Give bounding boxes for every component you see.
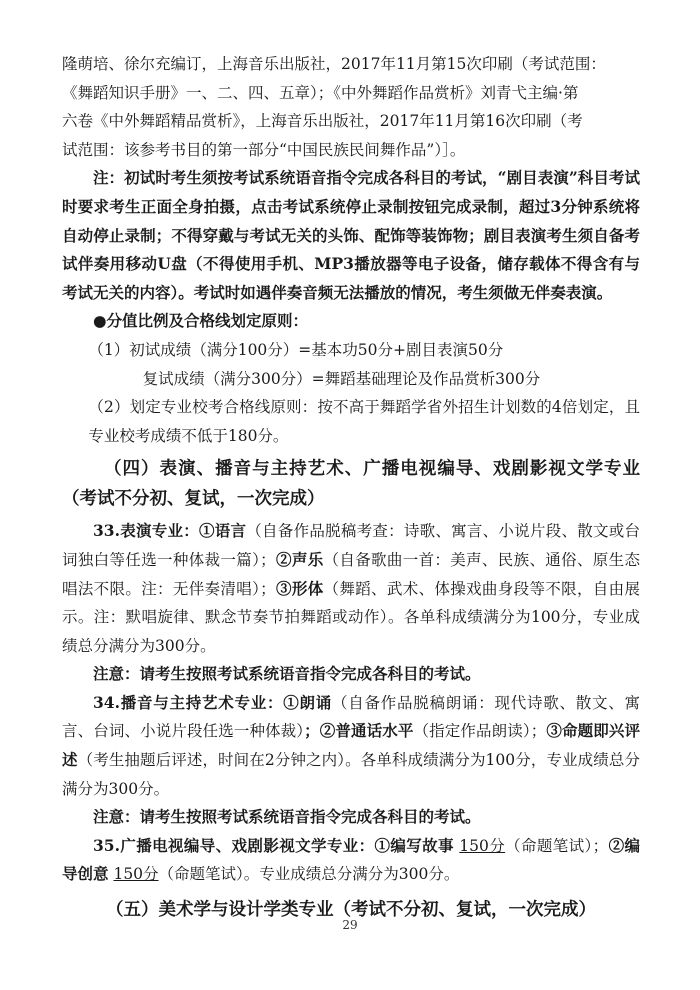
reference-line-1: 隆萌培、徐尔充编订，上海音乐出版社，2017年11月第15次印刷（考试范围：	[62, 55, 606, 73]
item-33-label: 33.表演专业：	[93, 521, 200, 541]
item-35-subject-1: ①编写故事	[374, 835, 454, 855]
item-34-broadcasting	[62, 689, 640, 803]
item-34-subject-1: ①朗诵	[283, 692, 332, 712]
item-34-subject-3: ③命题即兴评述	[62, 721, 640, 770]
item-35-text-1: （命题笔试）；	[505, 836, 609, 855]
section-heading-5: （五）美术学与设计学类专业（考试不分初、复试，一次完成）	[106, 900, 596, 921]
section-heading-4: （四）表演、播音与主持艺术、广播电视编导、戏剧影视文学专业（考试不分初、复试，一次完成）	[62, 459, 640, 510]
item-34-text-1: （自备作品脱稿朗诵：现代诗歌、散文、寓言、台词、小说片段任选一种体裁）	[62, 693, 640, 741]
reference-line-4: 试范围：该参考书目的第一部分“中国民族民间舞作品”）］。	[62, 140, 466, 159]
note-dance-exam: 注：初试时考生须按考试系统语音指令完成各科目的考试，“剧目表演”科目考试时要求考生正面全身拍摄，点击考试系统停止录制按钮完成录制，超过3分钟系统将自动停止录制；不得穿戴与考试无关的头饰、配饰等装饰物；剧目表演考生须自备考试伴奏用移动U盘（不得使用手机、MP3播放器等电子设备，储存载体不得含有与考试无关的内容）。考试时如遇伴奏音频无法播放的情况，考生须做无伴奏表演。	[62, 168, 640, 302]
note-33: 注意：请考生按照考试系统语音指令完成各科目的考试。	[93, 664, 481, 684]
page-number: 29	[342, 918, 358, 932]
item-33-acting	[62, 517, 640, 660]
note-34: 注意：请考生按照考试系统语音指令完成各科目的考试。	[93, 807, 481, 827]
item-35-label: 35.广播电视编导、戏剧影视文学专业：	[93, 835, 375, 855]
item-33-text-3: （舞蹈、武术、体操戏曲身段等不限，自由展示。注：默唱旋律、默念节奏节拍舞蹈或动作）。各单科成绩满分为100分，专业成绩总分满分为300分。	[62, 579, 640, 655]
reference-line-3: 六卷《中外舞蹈精品赏析》，上海音乐出版社，2017年11月第16次印刷（考	[62, 112, 583, 131]
score-formula-retest: 复试成绩（满分300分）=舞蹈基础理论及作品赏析300分	[142, 369, 541, 388]
score-pass-line-rule: （2）划定专业校考合格线原则：按不高于舞蹈学省外招生计划数的4倍划定，且专业校考成绩不低于180分。	[88, 398, 640, 445]
item-33-text-1: （自备作品脱稿考查：诗歌、寓言、小说片段、散文或台词独白等任选一种体裁一篇）；	[62, 522, 640, 569]
item-34-subject-2: ；②普通话水平	[304, 721, 414, 741]
item-34-text-3: （考生抽题后评述，时间在2分钟之内）。各单科成绩满分为100分，专业成绩总分满分为300分。	[62, 751, 640, 798]
item-35-text-2: （命题笔试）。专业成绩总分满分为300分。	[158, 865, 460, 884]
item-34-text-2: （指定作品朗读）；	[413, 722, 547, 741]
item-35-directing	[62, 832, 640, 889]
item-33-text-2: （自备歌曲一首：美声、民族、通俗、原生态唱法不限。注：无伴奏清唱）；	[62, 550, 640, 598]
item-35-score-2: 150分	[113, 865, 159, 884]
item-34-label: 34.播音与主持艺术专业：	[93, 692, 284, 712]
score-formula-preliminary: （1）初试成绩（满分100分）=基本功50分+剧目表演50分	[88, 340, 504, 359]
item-33-subject-3: ③形体	[275, 578, 324, 598]
item-35-subject-2: ②编导创意	[62, 835, 640, 884]
item-35-score-1: 150分	[459, 836, 506, 855]
item-33-subject-1: ①语言	[199, 521, 247, 541]
score-principle-title: ●分值比例及合格线划定原则：	[93, 311, 309, 331]
reference-line-2: 《舞蹈知识手册》一、二、四、五章）；《中外舞蹈作品赏析》刘青弋主编·第	[62, 83, 579, 102]
item-33-subject-2: ②声乐	[275, 549, 324, 569]
document-body	[62, 50, 640, 925]
